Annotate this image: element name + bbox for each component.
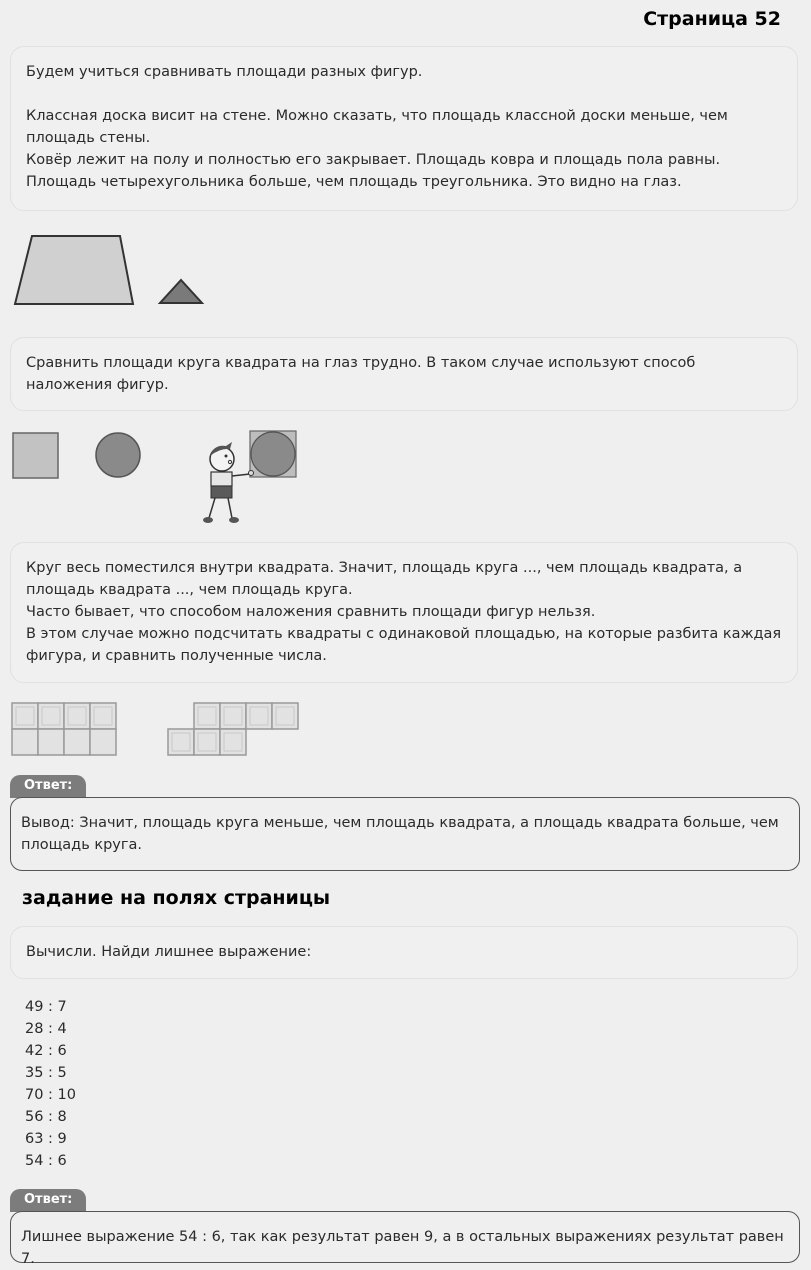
answer-box-2	[10, 1211, 800, 1267]
intro-card	[10, 46, 798, 211]
section-heading: задание на полях страницы	[22, 887, 331, 909]
intro-paragraph-3: Ковёр лежит на полу и полностью его закрывает. Площадь ковра и площадь пола равны.	[26, 152, 721, 168]
square-shape	[13, 433, 58, 478]
circle-shape	[96, 433, 140, 477]
square-circle-figure	[10, 426, 310, 528]
intro-paragraph-1: Будем учиться сравнивать площади разных фигур.	[26, 64, 423, 80]
circle-card	[10, 542, 798, 683]
expression-item: 28 : 4	[25, 1021, 67, 1037]
task-text: Вычисли. Найди лишнее выражение:	[26, 944, 312, 960]
step-grid-figure	[168, 703, 298, 755]
answer-tab-2: Ответ:	[10, 1189, 86, 1212]
expression-item: 49 : 7	[25, 999, 67, 1015]
answer-text-2: Лишнее выражение 54 : 6, так как результат равен 9, а в остальных выражениях результат равен 7.	[21, 1229, 784, 1267]
expression-item: 54 : 6	[25, 1153, 67, 1169]
task-card	[10, 926, 798, 979]
answer-text-1: Вывод: Значит, площадь круга меньше, чем площадь квадрата, а площадь квадрата больше, чем площадь круга.	[21, 815, 779, 853]
expression-item: 56 : 8	[25, 1109, 67, 1125]
expression-item: 70 : 10	[25, 1087, 77, 1103]
answer-tab-1: Ответ:	[10, 775, 86, 798]
circle-paragraph-2: Часто бывает, что способом наложения сравнить площади фигур нельзя.	[26, 604, 596, 620]
expression-item: 63 : 9	[25, 1131, 67, 1147]
circle-paragraph-3: В этом случае можно подсчитать квадраты с одинаковой площадью, на которые разбита каждая фигура, и сравнить полученные числа.	[26, 626, 782, 664]
intro-paragraph-2: Классная доска висит на стене. Можно сказать, что площадь классной доски меньше, чем площадь стены.	[26, 108, 728, 146]
overlay-card	[10, 337, 798, 411]
expression-list	[25, 996, 76, 1172]
expression-item: 42 : 6	[25, 1043, 67, 1059]
trapezoid-shape	[15, 236, 133, 304]
grid-figures	[10, 700, 310, 758]
expression-item: 35 : 5	[25, 1065, 67, 1081]
intro-paragraph-4: Площадь четырехугольника больше, чем площадь треугольника. Это видно на глаз.	[26, 174, 682, 190]
overlay-paragraph: Сравнить площади круга квадрата на глаз трудно. В таком случае используют способ наложения фигур.	[26, 355, 696, 393]
boy-illustration	[203, 431, 296, 523]
trapezoid-triangle-figure	[12, 232, 212, 310]
answer-box-1	[10, 797, 800, 871]
circle-paragraph-1: Круг весь поместился внутри квадрата. Значит, площадь круга ..., чем площадь квадрата, а площадь квадрата ..., чем площадь круга.	[26, 560, 743, 598]
rectangle-grid-figure	[12, 703, 116, 755]
triangle-shape	[160, 280, 202, 303]
page-title: Страница 52	[643, 8, 781, 30]
